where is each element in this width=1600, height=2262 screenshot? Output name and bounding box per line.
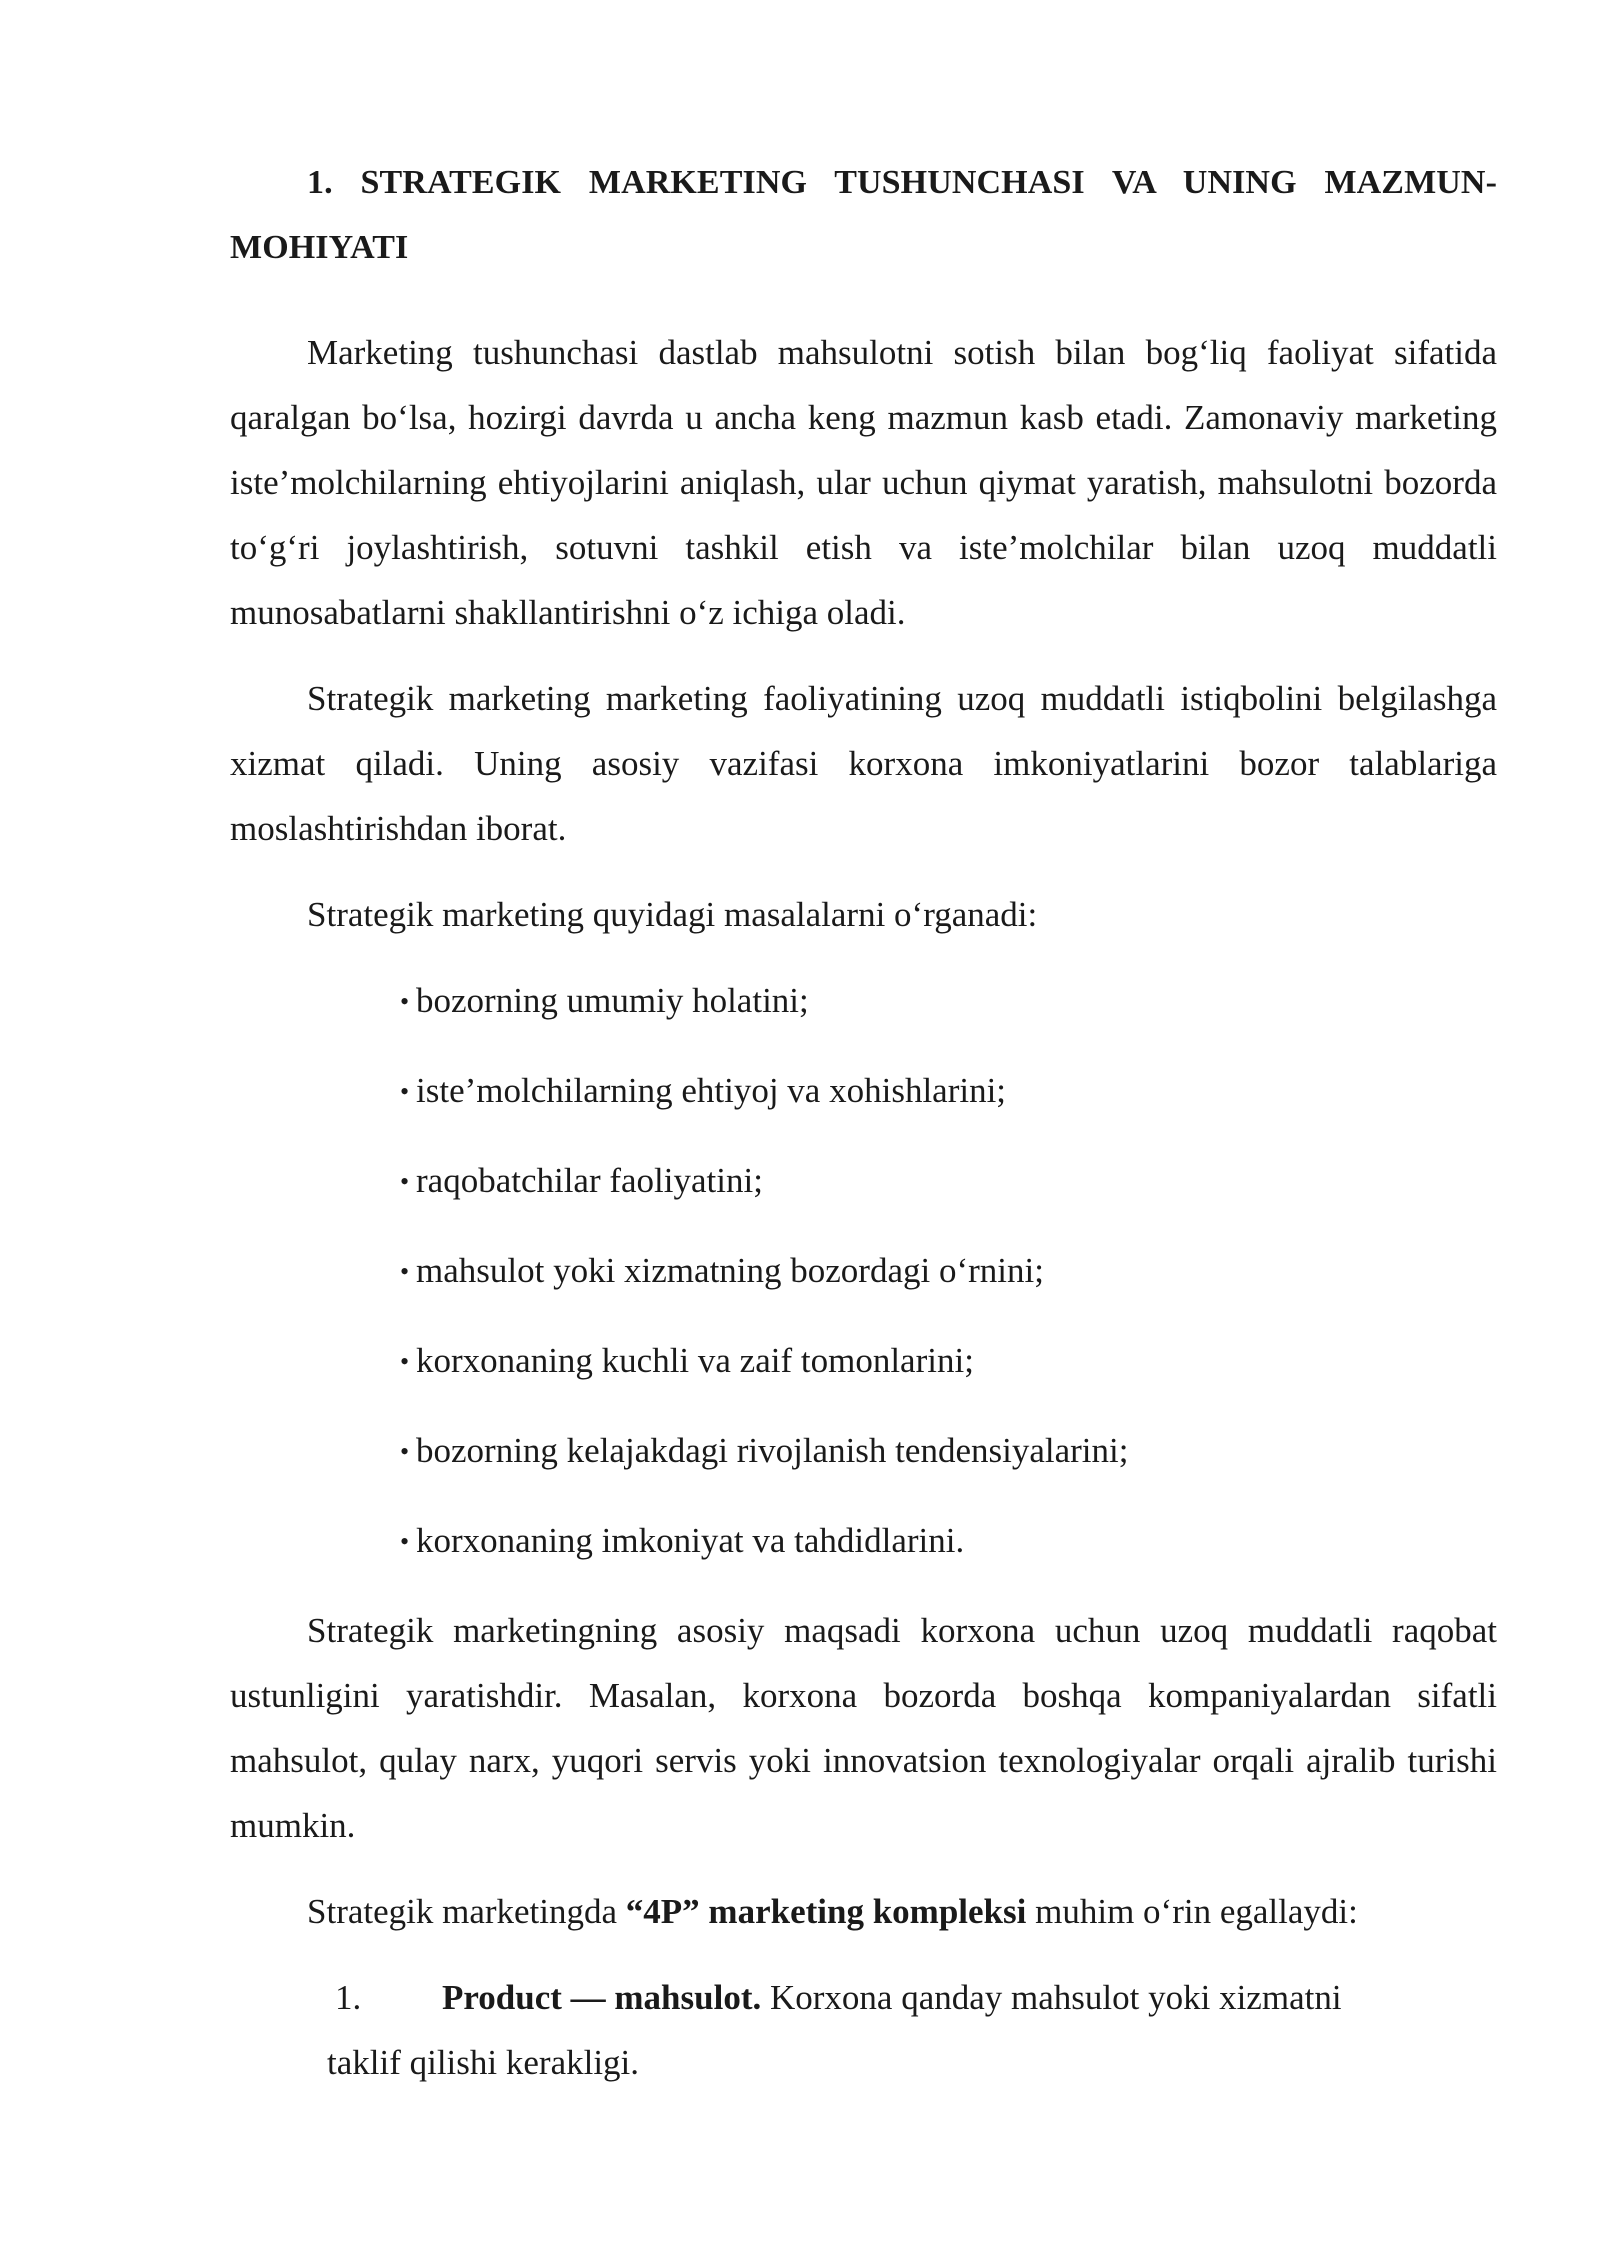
list-item-text: raqobatchilar faoliyatini; (416, 1161, 763, 1200)
bullet-icon: • (400, 1257, 410, 1286)
bullet-icon: • (400, 987, 410, 1016)
list-item (400, 1418, 1497, 1486)
4p-intro-bold: “4P” marketing kompleksi (625, 1892, 1027, 1931)
item-number: 1. (335, 1978, 362, 2017)
list-item-text: korxonaning kuchli va zaif tomonlarini; (416, 1341, 974, 1380)
list-item (400, 1508, 1497, 1576)
list-item-text: korxonaning imkoniyat va tahdidlarini. (416, 1521, 965, 1560)
paragraph-strategic-marketing: Strategik marketing marketing faoliyatining uzoq muddatli istiqbolini belgilashga xizmat qiladi. Uning asosiy vazifasi korxona imkoniyatlarini bozor talablariga moslashtirishdan iborat. (230, 679, 1497, 848)
list-item-text: bozorning umumiy holatini; (416, 981, 809, 1020)
bullet-icon: • (400, 1437, 410, 1466)
bullet-list (230, 968, 1497, 1576)
4p-intro-text: Strategik marketingda (307, 1892, 626, 1931)
bullet-icon: • (400, 1077, 410, 1106)
list-item (400, 1058, 1497, 1126)
bullet-icon: • (400, 1347, 410, 1376)
paragraph-marketing-concept: Marketing tushunchasi dastlab mahsulotni sotish bilan bog‘liq faoliyat sifatida qaralgan bo‘lsa, hozirgi davrda u ancha keng mazmun kasb etadi. Zamonaviy marketing iste’molchilarning ehtiyojlarini aniqlash, ular uchun qiymat yaratish, mahsulotni bozorda to‘g‘ri joylashtirish, sotuvni tashkil etish va iste’molchilar bilan uzoq muddatli munosabatlarni shakllantirishni o‘z ichiga oladi. (230, 333, 1497, 632)
item-title: Product — mahsulot. (442, 1978, 762, 2017)
paragraph-list-intro: Strategik marketing quyidagi masalalarni o‘rganadi: (307, 895, 1038, 934)
item-text: Korxona qanday mahsulot yoki xizmatni (761, 1978, 1342, 2017)
item-text-continuation: taklif qilishi kerakligi. (327, 2043, 640, 2082)
paragraph-4p-intro (230, 1879, 1497, 1944)
section-heading: 1. STRATEGIK MARKETING TUSHUNCHASI VA UNING MAZMUN-MOHIYATI (230, 164, 1497, 266)
list-item (400, 1328, 1497, 1396)
bullet-icon: • (400, 1527, 410, 1556)
list-item (400, 1148, 1497, 1216)
list-item (400, 968, 1497, 1036)
paragraph-main-goal: Strategik marketingning asosiy maqsadi korxona uchun uzoq muddatli raqobat ustunligini yaratishdir. Masalan, korxona bozorda boshqa kompaniyalardan sifatli mahsulot, qulay narx, yuqori servis yoki innovatsion texnologiyalar orqali ajralib turishi mumkin. (230, 1611, 1497, 1845)
list-item-text: mahsulot yoki xizmatning bozordagi o‘rnini; (416, 1251, 1044, 1290)
list-item (400, 1238, 1497, 1306)
4p-intro-tail: muhim o‘rin egallaydi: (1026, 1892, 1358, 1931)
numbered-item-product (230, 1965, 1497, 2095)
bullet-icon: • (400, 1167, 410, 1196)
list-item-text: iste’molchilarning ehtiyoj va xohishlarini; (416, 1071, 1007, 1110)
list-item-text: bozorning kelajakdagi rivojlanish tendensiyalarini; (416, 1431, 1129, 1470)
